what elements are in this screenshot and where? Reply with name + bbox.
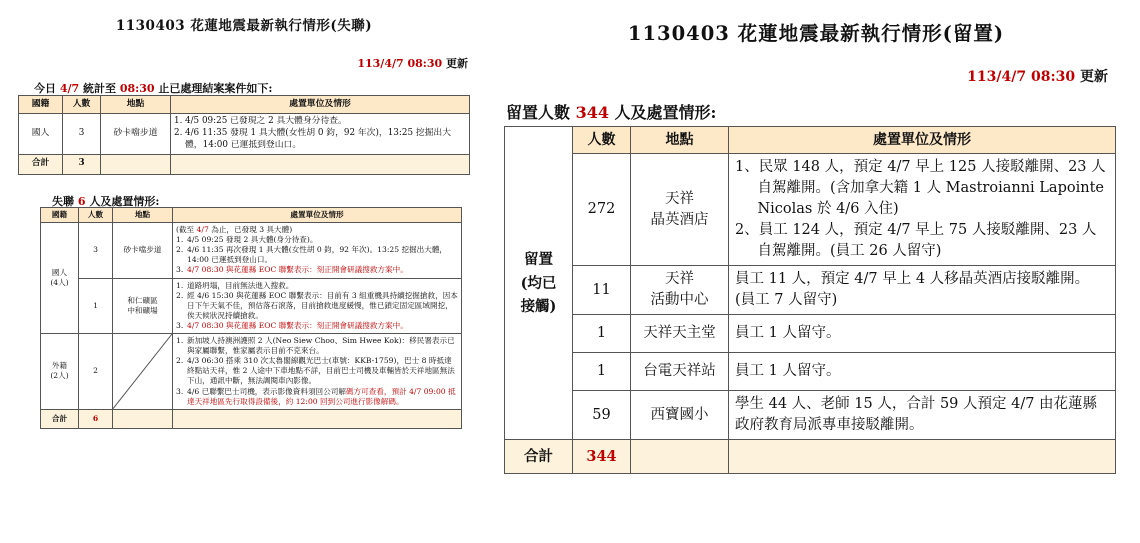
total-label: 合計 <box>19 154 63 174</box>
item-text: 4/6 11:35 再次發現 1 具大體(女性胡 0 鈞，92 年次)。13:25 挖掘出大體，14:00 已運抵到登山口。 <box>187 245 448 265</box>
list-item <box>176 321 458 331</box>
count-cell: 3 <box>63 114 101 155</box>
count-cell: 1 <box>573 315 631 353</box>
caption-text: 失聯 <box>52 195 78 208</box>
right-update-time <box>967 66 1108 86</box>
handling-list <box>176 281 458 331</box>
total-label: 合計 <box>41 409 79 428</box>
handling-line: 2、員工 124 人，預定 4/7 早上 75 人接駁離開、23 人自駕離開。(員工 26 人留守) <box>735 222 1097 260</box>
header-handling: 處置單位及情形 <box>171 96 470 114</box>
location-cell: 砂卡噹步道 <box>113 223 173 278</box>
note-text: 為止，已發現 3 具大體) <box>208 225 293 235</box>
diagonal-line <box>113 334 172 409</box>
handling-cell <box>173 223 462 278</box>
item-text: 4/7 08:30 與花蓮縣 EOC 聯繫表示：刻正開會研議搜救方案中。 <box>187 265 408 275</box>
header-count: 人數 <box>79 208 113 223</box>
item-number: 3. <box>176 386 184 396</box>
empty-cell <box>113 409 173 428</box>
item-text: 4/3 06:30 搭乘 310 次太魯閣線觀光巴士(車號：KKB-1759)，巴士 8 時抵達終點站天祥，惟 2 人途中下車地點不詳，目前巴士司機及車輛皆於天祥地區無法下山，通訊中斷，無法調閱車內影像。 <box>187 356 455 386</box>
item-text: 4/5 09:25 發現 2 具大體(身分待查)。 <box>187 235 318 245</box>
count-cell: 11 <box>573 266 631 315</box>
caption-text: 人及處置情形: <box>608 103 717 122</box>
nationality-cell: 國人 (4人) <box>41 223 79 334</box>
count-cell: 272 <box>573 154 631 266</box>
table-row <box>505 154 1116 266</box>
table-row <box>505 315 1116 353</box>
empty-cell <box>101 154 171 174</box>
caption-text: 今日 <box>34 82 60 95</box>
left-update-suffix: 更新 <box>442 57 468 70</box>
empty-cell <box>631 440 729 474</box>
list-item <box>176 291 458 321</box>
caption-time: 08:30 <box>119 82 155 95</box>
count-cell: 1 <box>79 278 113 333</box>
table-header-row <box>505 127 1116 154</box>
count-cell: 2 <box>79 334 113 410</box>
item-number: 2. <box>176 245 184 255</box>
missing-persons-report <box>0 0 488 543</box>
list-item <box>176 281 458 291</box>
total-row <box>41 409 462 428</box>
header-count: 人數 <box>573 127 631 154</box>
nationality-cell: 國人 <box>19 114 63 155</box>
list-item <box>174 116 466 128</box>
header-handling: 處置單位及情形 <box>173 208 462 223</box>
list-item <box>176 245 458 265</box>
list-item <box>176 235 458 245</box>
caption-count: 6 <box>77 195 86 208</box>
handling-line: 員工 1 人留守。 <box>735 325 841 342</box>
right-update-suffix: 更新 <box>1075 69 1108 85</box>
handling-line: 員工 1 人留守。 <box>735 363 841 380</box>
handling-cell <box>729 154 1116 266</box>
header-location: 地點 <box>631 127 729 154</box>
item-text-highlight: 碼方可查看，預計 4/7 09:00 抵達天祥地區先行取得設備後，約 12:00 回到公司進行影像解碼。 <box>187 386 456 406</box>
item-number: 1. <box>174 116 183 126</box>
table-row <box>19 114 470 155</box>
category-cell: 留置 (均已 接觸) <box>505 127 573 440</box>
item-text-plain: 4/6 已聯繫巴士司機，表示影像資料須回公司解 <box>187 386 346 396</box>
missing-persons-table <box>40 207 462 429</box>
item-text: 4/5 09:25 已發現之 2 具大體身分待查。 <box>185 116 347 126</box>
table-row <box>41 278 462 333</box>
table-row <box>505 353 1116 391</box>
handling-cell <box>729 266 1116 315</box>
caption-text: 人及處置情形: <box>85 195 160 208</box>
status-note <box>176 225 458 235</box>
left-update-time <box>357 55 468 71</box>
caption-text: 統計至 <box>79 82 120 95</box>
location-cell: 砂卡噹步道 <box>101 114 171 155</box>
empty-cell <box>173 409 462 428</box>
note-date: 4/7 <box>196 225 209 235</box>
item-number: 1. <box>176 280 184 290</box>
table-row <box>41 334 462 410</box>
total-count: 6 <box>79 409 113 428</box>
location-cell: 和仁礦區 中和礦場 <box>113 278 173 333</box>
handling-line: 1、民眾 148 人，預定 4/7 早上 125 人接駁離開、23 人自駕離開。(含加拿大籍 1 人 Mastroianni Lapointe Nicolas 於 4/6 入住) <box>735 159 1106 218</box>
item-text: 新加坡人持澳洲護照 2 人(Neo Siew Choo、Sim Hwee Kok)：移民署表示已與家屬聯繫，惟家屬表示目前不克來台。 <box>187 336 455 356</box>
header-nationality: 國籍 <box>41 208 79 223</box>
note-text: (截至 <box>176 225 197 235</box>
empty-cell <box>729 440 1116 474</box>
closed-cases-caption <box>34 80 272 96</box>
handling-cell <box>173 334 462 410</box>
header-handling: 處置單位及情形 <box>729 127 1116 154</box>
detained-persons-report <box>492 0 1140 543</box>
header-nationality: 國籍 <box>19 96 63 114</box>
handling-cell <box>173 278 462 333</box>
item-number: 1. <box>176 336 184 346</box>
table-row <box>505 391 1116 440</box>
handling-cell <box>171 114 470 155</box>
table-row <box>505 266 1116 315</box>
table-header-row <box>41 208 462 223</box>
item-number: 3. <box>176 265 184 275</box>
item-number: 2. <box>176 356 184 366</box>
right-update-date: 113/4/7 08:30 <box>967 69 1076 85</box>
location-cell: 天祥天主堂 <box>631 315 729 353</box>
list-item <box>174 128 466 152</box>
table-row <box>41 223 462 278</box>
item-text <box>187 387 458 407</box>
handling-list <box>176 336 458 407</box>
caption-text: 留置人數 <box>506 103 576 122</box>
handling-list <box>176 235 458 275</box>
total-label: 合計 <box>505 440 573 474</box>
list-item <box>176 265 458 275</box>
count-cell: 59 <box>573 391 631 440</box>
caption-text: 止已處理結案案件如下: <box>154 82 273 95</box>
item-text: 4/6 11:35 發現 1 具大體(女性胡 0 鈞，92 年次)，13:25 挖掘出大體，14:00 已運抵到登山口。 <box>185 127 452 150</box>
count-cell: 1 <box>573 353 631 391</box>
handling-line: 員工 11 人，預定 4/7 早上 4 人移晶英酒店接駁離開。(員工 7 人留守) <box>735 271 1090 309</box>
item-text: 4/7 08:30 與花蓮縣 EOC 聯繫表示：刻正開會研議搜救方案中。 <box>187 320 408 330</box>
empty-cell <box>171 154 470 174</box>
total-count: 344 <box>573 440 631 474</box>
item-text: 經 4/6 15:30 與花蓮縣 EOC 聯繫表示：目前有 3 組重機具持續挖掘搶救，因本日下午天氣不佳，預估落石滾落，目前搶救進度緩慢，惟已鎖定固定區域開挖，俟天候狀況持續搶救。 <box>187 290 458 320</box>
location-cell: 西寶國小 <box>631 391 729 440</box>
closed-cases-table <box>18 95 470 175</box>
item-number: 2. <box>176 290 184 300</box>
detained-table <box>504 126 1116 474</box>
total-row <box>505 440 1116 474</box>
nationality-cell: 外籍 (2人) <box>41 334 79 410</box>
caption-date: 4/7 <box>59 82 80 95</box>
left-report-title: 1130403 花蓮地震最新執行情形(失聯) <box>115 18 373 34</box>
location-cell-unknown <box>113 334 173 410</box>
header-count: 人數 <box>63 96 101 114</box>
header-location: 地點 <box>113 208 173 223</box>
item-number: 2. <box>174 127 183 138</box>
table-header-row <box>19 96 470 114</box>
handling-cell <box>729 353 1116 391</box>
caption-count: 344 <box>575 103 609 122</box>
location-cell: 天祥 活動中心 <box>631 266 729 315</box>
total-count: 3 <box>63 154 101 174</box>
detained-caption <box>506 100 716 123</box>
list-item <box>176 356 458 386</box>
item-number: 3. <box>176 320 184 330</box>
list-item <box>176 336 458 356</box>
handling-list <box>174 116 466 152</box>
total-row <box>19 154 470 174</box>
count-cell: 3 <box>79 223 113 278</box>
location-cell: 天祥 晶英酒店 <box>631 154 729 266</box>
handling-cell <box>729 315 1116 353</box>
item-text: 道路坍塌，目前無法進入搜救。 <box>187 280 294 290</box>
location-cell: 台電天祥站 <box>631 353 729 391</box>
handling-line: 學生 44 人、老師 15 人，合計 59 人預定 4/7 由花蓮縣政府教育局派專車接駁離開。 <box>735 396 1098 434</box>
list-item <box>176 387 458 407</box>
handling-cell <box>729 391 1116 440</box>
left-update-date: 113/4/7 08:30 <box>357 57 443 70</box>
header-location: 地點 <box>101 96 171 114</box>
right-report-title: 1130403 花蓮地震最新執行情形(留置) <box>627 22 1005 45</box>
item-number: 1. <box>176 235 184 245</box>
